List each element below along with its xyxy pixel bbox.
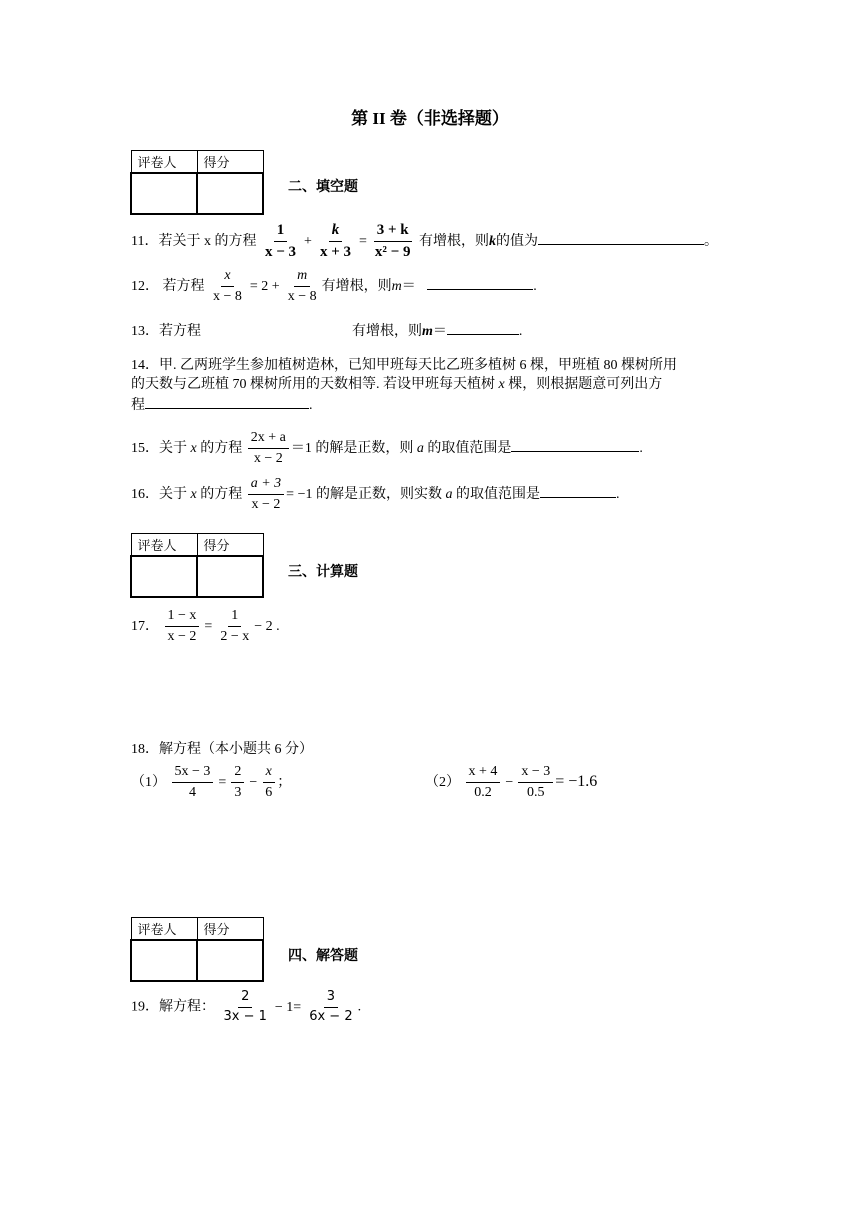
question-15: 15．关于 x 的方程 $\frac{2x + a}{x - 2}$ ＝1 的解是正数，则 a 的取值范围是 . [131,430,643,467]
answer-blank[interactable] [540,483,616,498]
question-14: 14．甲. 乙两班学生参加植树造林，已知甲班每天比乙班多植树 6 棵，甲班植 80 棵树所用 的天数与乙班植 70 棵树所用的天数相等. 若设甲班每天植树 x 棵，则根据题意可列出方 程 . [131,358,677,413]
grader-cell[interactable] [131,556,197,597]
fraction: $\frac{1}{x - 3}$ [264,222,297,261]
score-label: 得分 [197,151,263,173]
fraction: $\frac{2x + a}{x - 2}$ [248,430,289,467]
fraction: $\frac{x}{6}$ [262,764,275,801]
score-cell[interactable] [197,940,263,981]
question-18-title: 18．解方程（本小题共 6 分） [131,742,313,757]
question-13: 13．若方程 有增根，则m＝ . [131,320,522,342]
grader-table-1 [130,150,264,215]
fraction: $\frac{1}{2 - x}$ [220,608,250,645]
question-12: 12． 若方程 $\frac{x}{x - 8}$ = 2 + $\frac{m}{x - 8}$ 有增根，则m＝ . [131,268,537,305]
page-title: 第 II 卷（非选择题） [351,109,509,128]
score-cell[interactable] [197,556,263,597]
answer-blank[interactable] [538,230,704,245]
section-heading-calc: 三、计算题 [288,565,358,580]
answer-blank[interactable] [427,275,533,290]
question-11: 11．若关于 x 的方程 $\frac{1}{x - 3}$ + $\frac{k}{x + 3}$ = $\frac{3 + k}{\text{x² − 9}}$ 有增根，则k的值为 。 [131,222,718,261]
grader-label: 评卷人 [131,918,197,940]
question-18-part2: （2） $\frac{x + 4}{0.2}$ − $\frac{x - 3}{0.5}$ = −1.6 [425,764,598,801]
grader-cell[interactable] [131,173,197,214]
fraction: $\frac{x}{x - 8}$ [213,268,242,305]
score-label: 得分 [197,918,263,940]
grader-table-3 [130,917,264,982]
fraction: $\frac{2}{3x - 1}$ [223,989,267,1024]
answer-blank[interactable] [145,394,309,409]
fraction: $\frac{a + 3}{x - 2}$ [248,476,284,513]
score-cell[interactable] [197,173,263,214]
fraction: $\frac{x - 3}{0.5}$ [518,764,553,801]
fraction: $\frac{5x - 3}{4}$ [172,764,214,801]
fraction: $\frac{1 - x}{x - 2}$ [165,608,200,645]
grader-table-2 [130,533,264,598]
grader-label: 评卷人 [131,151,197,173]
question-17: 17． $\frac{1 - x}{x - 2}$ = $\frac{1}{2 - x}$ − 2 . [131,608,280,645]
fraction: $\frac{3 + k}{\text{x² − 9}}$ [374,222,411,261]
grader-label: 评卷人 [131,534,197,556]
answer-blank[interactable] [447,320,519,335]
fraction: $\frac{x + 4}{0.2}$ [466,764,501,801]
grader-cell[interactable] [131,940,197,981]
answer-blank[interactable] [511,437,639,452]
question-19: 19．解方程： $\frac{2}{3x - 1}$ − 1= $\frac{3}{6x - 2}$ . [131,989,362,1024]
section-heading-answer: 四、解答题 [288,949,358,964]
question-16: 16．关于 x 的方程 $\frac{a + 3}{x - 2}$ = −1 的解是正数，则实数 a 的取值范围是 . [131,476,620,513]
fraction: $\frac{m}{x - 8}$ [287,268,317,305]
fraction: $\frac{k}{x + 3}$ [319,222,352,261]
fraction: $\frac{2}{3}$ [231,764,244,801]
score-label: 得分 [197,534,263,556]
section-heading-fill: 二、填空题 [288,180,358,195]
fraction: $\frac{3}{6x - 2}$ [309,989,353,1024]
question-18-part1: （1） $\frac{5x - 3}{4}$ = $\frac{2}{3}$ − $\frac{x}{6}$ ； [131,764,292,801]
